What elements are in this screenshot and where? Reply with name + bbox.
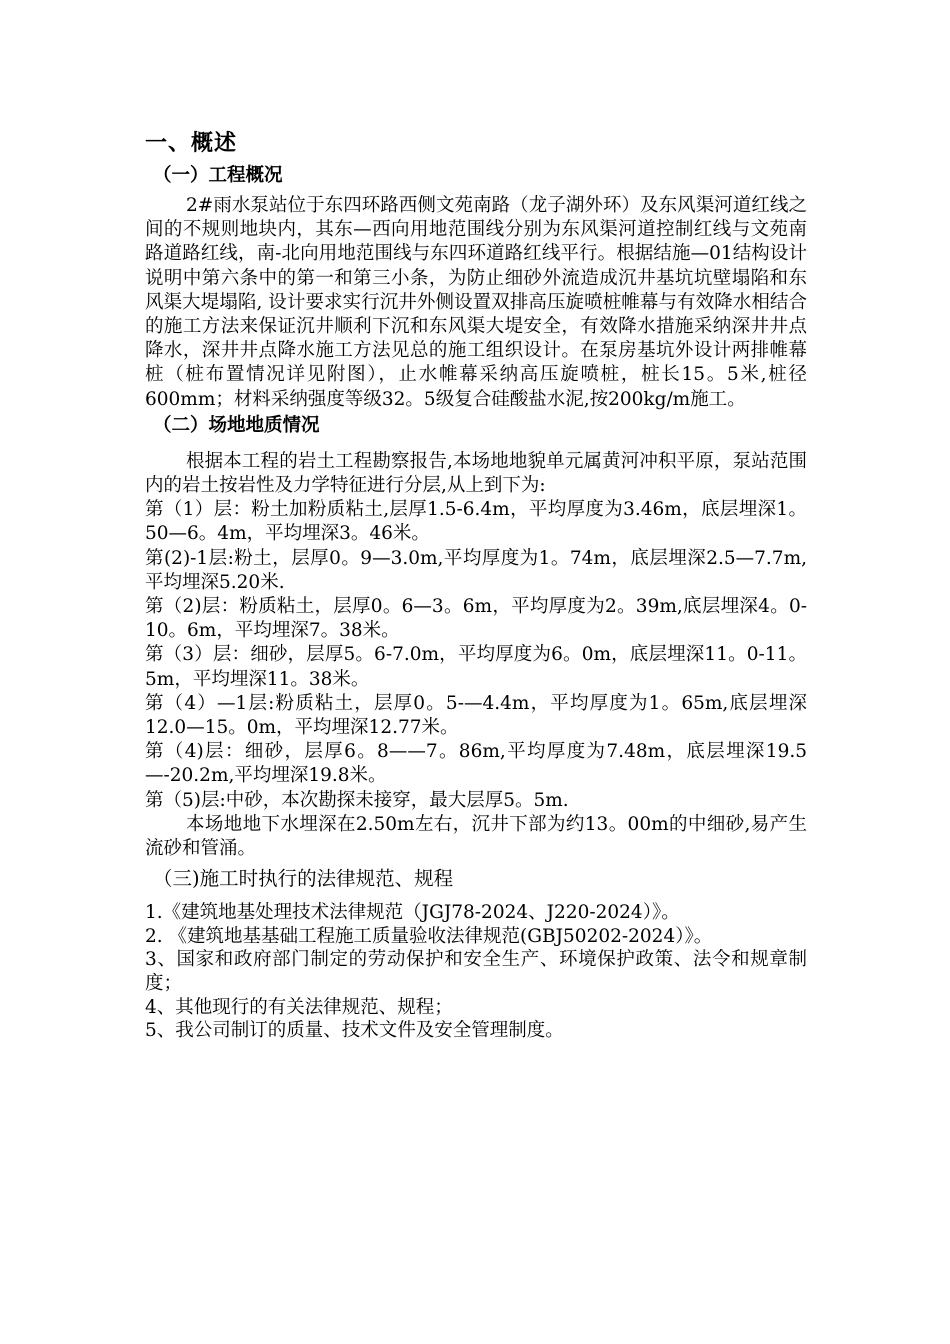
section-heading-regulations: （三)施工时执行的法律规范、规程 [153,867,454,891]
list-item: 5、我公司制订的质量、技术文件及安全管理制度。 [145,1020,564,1042]
list-item: 2. 《建筑地基基础工程施工质量验收法律规范(GBJ50202-2024）》。 [145,925,713,947]
paragraph: 2#雨水泵站位于东四环路西侧文苑南路（龙子湖外环）及东风渠河道红线之间的不规则地块内，其东—西向用地范围线分别为东风渠河道控制红线与文苑南路道路红线，南-北向用地范围线与东四环道路红线平行。根据结施—01结构设计说明中第六条中的第一和第三小条，为防止细砂外流造成沉井基坑坑壁塌陷和东风渠大堤塌陷, 设计要求实行沉井外侧设置双排高压旋喷桩帷幕与有效降水相结合的施工方法来保证沉井顺利下沉和东风渠大堤安全，有效降水措施采纳深井井点降水，深井井点降水施工方法见总的施工组织设计。在泵房基坑外设计两排帷幕桩（桩布置情况详见附图），止水帷幕采纳高压旋喷桩，桩长15。5米,桩径600mm；材料采纳强度等级32。5级复合硅酸盐水泥,按200kg/m施工。 [145,195,807,410]
layer-item: 第（2)层：粉质粘土，层厚0。6—3。6m，平均厚度为2。39m,底层埋深4。0-10。6m，平均埋深7。38米。 [145,596,807,642]
list-item: 3、国家和政府部门制定的劳动保护和安全生产、环境保护政策、法令和规章制度； [145,949,807,995]
layer-item: 第（5)层:中砂，本次勘探未接穿，最大层厚5。5m. [145,789,569,811]
paragraph: 根据本工程的岩土工程勘察报告,本场地地貌单元属黄河冲积平原，泵站范围内的岩土按岩性及力学特征进行分层,从上到下为: [145,450,807,497]
section-heading-geology: （二）场地地质情况 [153,414,320,436]
layer-item: 第（4）—1层:粉质粘土，层厚0。5-—4.4m，平均厚度为1。65m,底层埋深12.0—15。0m，平均埋深12.77米。 [145,692,807,739]
layer-item: 第（4)层：细砂，层厚6。8——7。86m,平均厚度为7.48m，底层埋深19.5—-20.2m,平均埋深19.8米。 [145,741,807,787]
layer-item: 第（1）层：粉土加粉质粘土,层厚1.5-6.4m，平均厚度为3.46m，底层埋深1。50—6。4m，平均埋深3。46米。 [145,499,807,545]
section-heading-project-overview: （一）工程概况 [153,165,283,186]
regulations-list [145,901,807,1043]
document-title: 一、概述 [145,131,238,156]
section-project-overview-body [145,194,807,412]
list-item: 1.《建筑地基处理技术法律规范（JGJ78-2024、J220-2024）》。 [145,902,680,924]
document-page [145,128,807,1043]
paragraph: 本场地地下水埋深在2.50m左右，沉井下部为约13。00m的中细砂,易产生流砂和管涌。 [145,813,807,860]
layer-item: 第（3）层：细砂，层厚5。6-7.0m，平均厚度为6。0m，底层埋深11。0-11。5m，平均埋深11。38米。 [145,644,807,690]
list-item: 4、其他现行的有关法律规范、规程； [145,996,453,1018]
layer-item: 第(2)-1层:粉土，层厚0。9—3.0m,平均厚度为1。74m，底层埋深2.5—7.7m,平均埋深5.20米. [145,547,807,593]
section-geology-body [145,450,807,861]
